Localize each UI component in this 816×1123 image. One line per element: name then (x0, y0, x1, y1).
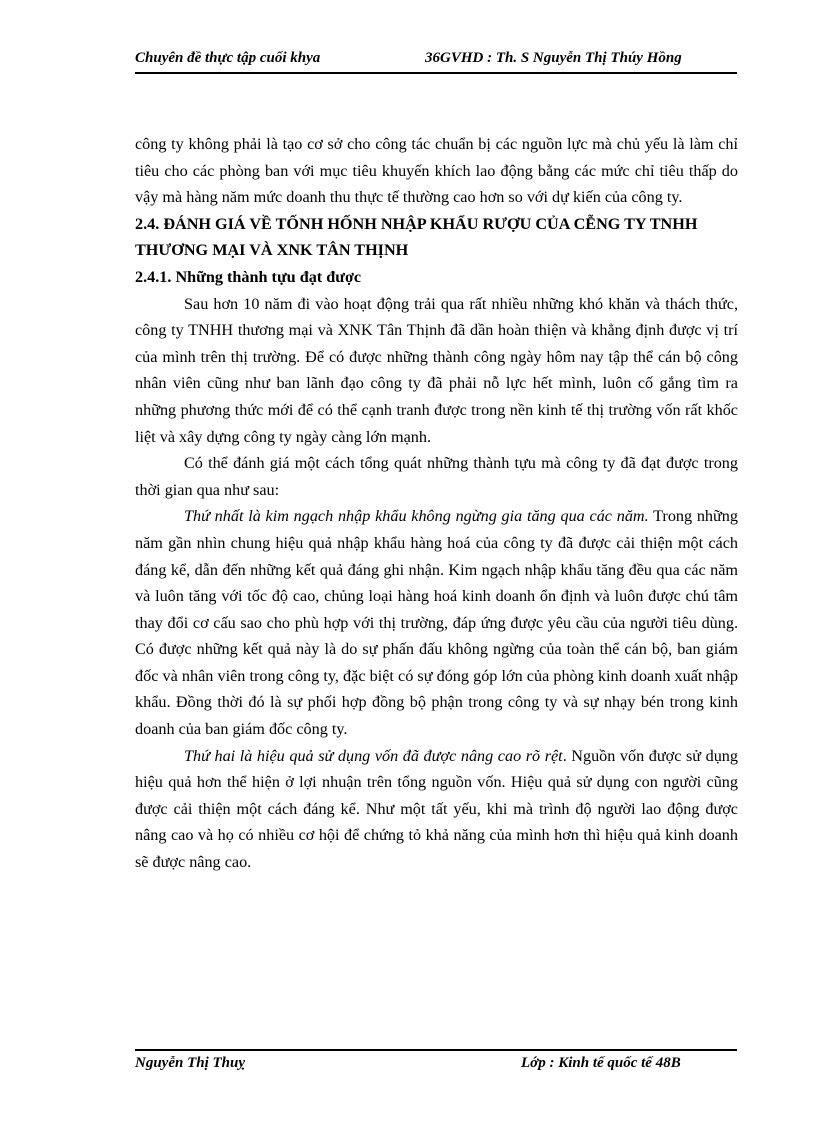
paragraph-overview: Có thể đánh giá một cách tổng quát những thành tựu mà công ty đã đạt được trong thời gian qua như sau: (135, 454, 738, 499)
first-point-text: Trong những năm gần nhìn chung hiệu quả nhập khẩu hàng hoá của công ty đã được cải thiện một cách đáng kể, dẫn đến những kết quả đáng ghi nhận. Kim ngạch nhập khẩu tăng đều qua các năm và luôn tăng với tốc độ cao, chủng loại hàng hoá kinh doanh ổn định và luôn được chú tâm thay đổi cơ cấu sao cho phù hợp với thị trường, đáp ứng được yêu cầu của người tiêu dùng. Có được những kết quả này là do sự phấn đấu không ngừng của toàn thể cán bộ, ban giám đốc và nhân viên trong công ty, đặc biệt có sự đóng góp lớn của phòng kinh doanh xuất nhập khẩu. Đồng thời đó là sự phối hợp đồng bộ phận trong công ty và sự nhạy bén trong kinh doanh của ban giám đốc công ty. (135, 507, 738, 739)
section-heading: 2.4. ĐÁNH GIÁ VỀ TỐNH HỐNH NHẬP KHẨU RƯỢU CỦA CỄNG TY TNHH THƯƠNG MẠI VÀ XNK TÂN THỊNH (135, 214, 698, 260)
paragraph-achievements-intro: Sau hơn 10 năm đi vào hoạt động trải qua rất nhiều những khó khăn và thách thức, công ty TNHH thương mại và XNK Tân Thịnh đã dần hoàn thiện và khẳng định được vị trí của mình trên thị trường. Để có được những thành công ngày hôm nay tập thể cán bộ công nhân viên cũng như ban lãnh đạo công ty đã phải nỗ lực hết mình, luôn cố gắng tìm ra những phương thức mới để có thể cạnh tranh được trong nền kinh tế thị trường vốn rất khốc liệt và xây dựng công ty ngày càng lớn mạnh. (135, 294, 738, 446)
header-advisor: 36GVHD : Th. S Nguyễn Thị Thúy Hồng (425, 50, 682, 66)
footer-class: Lớp : Kinh tế quốc tế 48B (521, 1055, 681, 1071)
paragraph-second-point (135, 743, 738, 876)
page-footer (135, 1049, 737, 1071)
footer-author: Nguyễn Thị Thuỵ (135, 1055, 246, 1071)
paragraph-continuation: công ty không phải là tạo cơ sở cho công tác chuẩn bị các nguồn lực mà chủ yếu là làm chỉ tiêu cho các phòng ban với mục tiêu khuyến khích lao động bằng các mức chỉ tiêu thấp do vậy mà hàng năm mức doanh thu thực tế thường cao hơn so với dự kiến của công ty. (135, 135, 738, 207)
subsection-heading: 2.4.1. Những thành tựu đạt được (135, 267, 362, 286)
header-document-title: Chuyên đề thực tập cuối khya (135, 50, 321, 66)
paragraph-first-point (135, 503, 738, 742)
second-point-text: . Nguồn vốn được sử dụng hiệu quả hơn thể hiện ở lợi nhuận trên tổng nguồn vốn. Hiệu quả sử dụng con người cũng được cải thiện một cách đáng kể. Như một tất yếu, khi mà trình độ người lao động được nâng cao và họ có nhiều cơ hội để chứng tỏ khả năng của mình hơn thì hiệu quả kinh doanh sẽ được nâng cao. (135, 746, 738, 872)
second-point-lead: Thứ hai là hiệu quả sử dụng vốn đã được nâng cao rõ rệt (184, 746, 563, 765)
page-header (135, 48, 737, 74)
first-point-lead: Thứ nhất là kim ngạch nhập khẩu không ngừng gia tăng qua các năm. (184, 507, 649, 526)
document-body (135, 131, 738, 876)
